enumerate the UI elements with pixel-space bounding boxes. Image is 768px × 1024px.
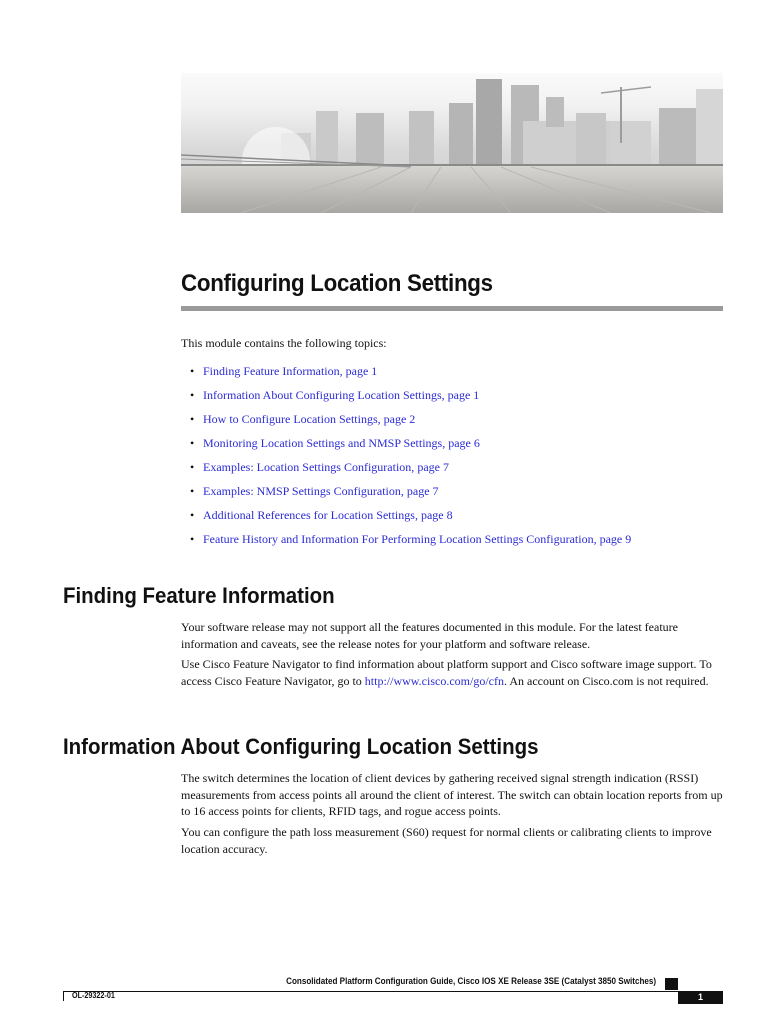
bullet: • bbox=[190, 388, 195, 402]
topic-link[interactable]: • Examples: NMSP Settings Configuration, page 7 bbox=[190, 484, 439, 498]
chapter-title: Configuring Location Settings bbox=[181, 270, 493, 297]
bullet: • bbox=[190, 412, 195, 426]
topic-link[interactable]: • Examples: Location Settings Configuration, page 7 bbox=[190, 460, 449, 474]
topic-link[interactable]: • Finding Feature Information, page 1 bbox=[190, 364, 378, 378]
bullet: • bbox=[190, 508, 195, 522]
paragraph: Your software release may not support all the features documented in this module. For the latest feature information and caveats, see the release notes for your platform and software release. bbox=[181, 620, 678, 651]
city-skyline-illustration bbox=[181, 73, 723, 213]
topic-link[interactable]: • How to Configure Location Settings, page 2 bbox=[190, 412, 416, 426]
paragraph: Use Cisco Feature Navigator to find information about platform support and Cisco software image support. To access Cisco Feature Navigator, go to http://www.cisco.com/go/cfn. An account on Cisco.com is not required. bbox=[181, 657, 712, 688]
topic-list bbox=[190, 363, 631, 555]
bullet: • bbox=[190, 460, 195, 474]
footer-tick bbox=[63, 991, 64, 1001]
bullet: • bbox=[190, 364, 195, 378]
topic-link[interactable]: • Monitoring Location Settings and NMSP Settings, page 6 bbox=[190, 436, 480, 450]
footer-marker bbox=[665, 978, 678, 990]
page-number: 1 bbox=[678, 991, 723, 1004]
document-id: OL-29322-01 bbox=[72, 991, 115, 1000]
bullet: • bbox=[190, 436, 195, 450]
footer-rule bbox=[63, 991, 678, 992]
section-heading-finding: Finding Feature Information bbox=[63, 583, 335, 608]
paragraph: The switch determines the location of client devices by gathering received signal strength indication (RSSI) measurements from access points all around the client of interest. The switch can obtain location reports from up to 16 access points for clients, RFID tags, and rogue access points. bbox=[181, 771, 723, 818]
section-heading-information: Information About Configuring Location Settings bbox=[63, 734, 539, 759]
topic-link[interactable]: • Feature History and Information For Performing Location Settings Configuration, page 9 bbox=[190, 532, 632, 546]
topic-link[interactable]: • Information About Configuring Location Settings, page 1 bbox=[190, 388, 480, 402]
cfn-link[interactable]: http://www.cisco.com/go/cfn bbox=[364, 673, 504, 688]
bullet: • bbox=[190, 532, 195, 546]
intro-text: This module contains the following topics: bbox=[181, 336, 387, 350]
chapter-banner-image bbox=[181, 73, 723, 213]
paragraph: You can configure the path loss measurement (S60) request for normal clients or calibrating clients to improve location accuracy. bbox=[181, 825, 712, 856]
bullet: • bbox=[190, 484, 195, 498]
topic-link[interactable]: • Additional References for Location Settings, page 8 bbox=[190, 508, 453, 522]
title-rule bbox=[181, 306, 723, 311]
footer-guide-title: Consolidated Platform Configuration Guide, Cisco IOS XE Release 3SE (Catalyst 3850 Switches) bbox=[286, 976, 656, 986]
